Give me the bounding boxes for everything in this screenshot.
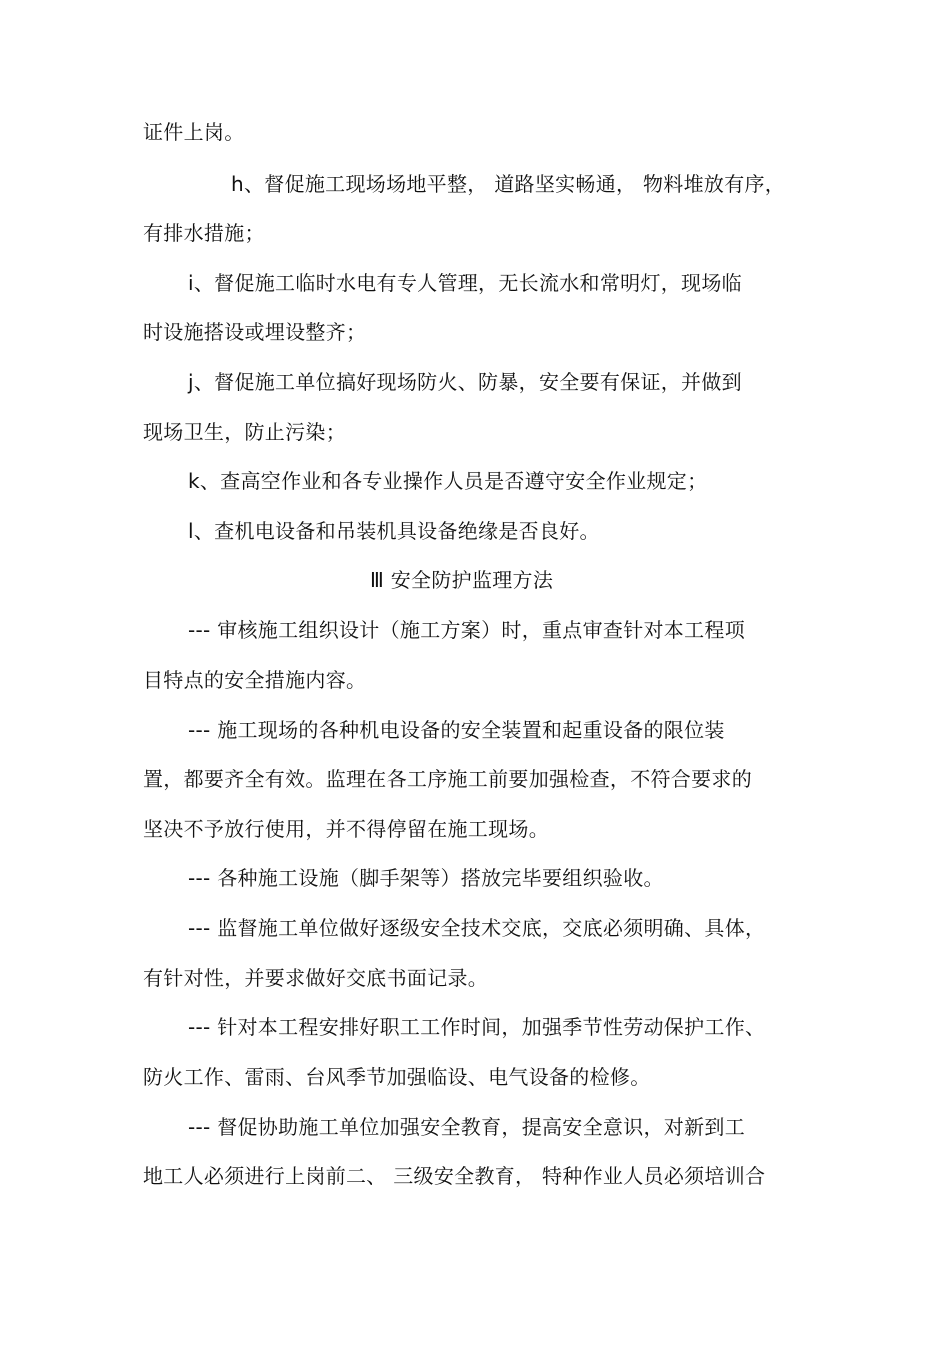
text-line: 置，都要齐全有效。监理在各工序施工前要加强检查，不符合要求的	[143, 767, 752, 791]
text-line: 时设施搭设或埋设整齐；	[143, 320, 367, 344]
bullet-item: --- 针对本工程安排好职工工作时间，加强季节性劳动保护工作、	[188, 1015, 766, 1039]
bullet-item: --- 各种施工设施（脚手架等）搭放完毕要组织验收。	[188, 866, 664, 890]
bullet-item: --- 督促协助施工单位加强安全教育，提高安全意识，对新到工	[188, 1115, 746, 1139]
text-line: 地工人必须进行上岗前二、 三级安全教育， 特种作业人员必须培训合	[143, 1164, 766, 1188]
text-line: 坚决不予放行使用，并不得停留在施工现场。	[143, 817, 549, 841]
list-item-k: k、查高空作业和各专业操作人员是否遵守安全作业规定；	[188, 469, 708, 493]
section-heading: Ⅲ 安全防护监理方法	[370, 568, 554, 592]
text-line: 证件上岗。	[143, 120, 245, 144]
text-line: 有针对性，并要求做好交底书面记录。	[143, 966, 489, 990]
bullet-item: --- 施工现场的各种机电设备的安全装置和起重设备的限位装	[188, 718, 725, 742]
bullet-item: --- 审核施工组织设计（施工方案）时，重点审查针对本工程项	[188, 618, 746, 642]
text-line: 现场卫生，防止污染；	[143, 420, 346, 444]
text-line: 有排水措施；	[143, 221, 265, 245]
list-item-j: j、督促施工单位搞好现场防火、防暴，安全要有保证，并做到	[188, 370, 742, 394]
text-line: 防火工作、雷雨、台风季节加强临设、电气设备的检修。	[143, 1065, 651, 1089]
list-item-i: i、督促施工临时水电有专人管理，无长流水和常明灯，现场临	[188, 271, 742, 295]
list-item-l: l、查机电设备和吊装机具设备绝缘是否良好。	[188, 519, 600, 543]
text-line: 目特点的安全措施内容。	[143, 668, 367, 692]
list-item-h: h、督促施工现场场地平整， 道路坚实畅通， 物料堆放有序，	[231, 172, 786, 196]
bullet-item: --- 监督施工单位做好逐级安全技术交底，交底必须明确、具体，	[188, 916, 766, 940]
